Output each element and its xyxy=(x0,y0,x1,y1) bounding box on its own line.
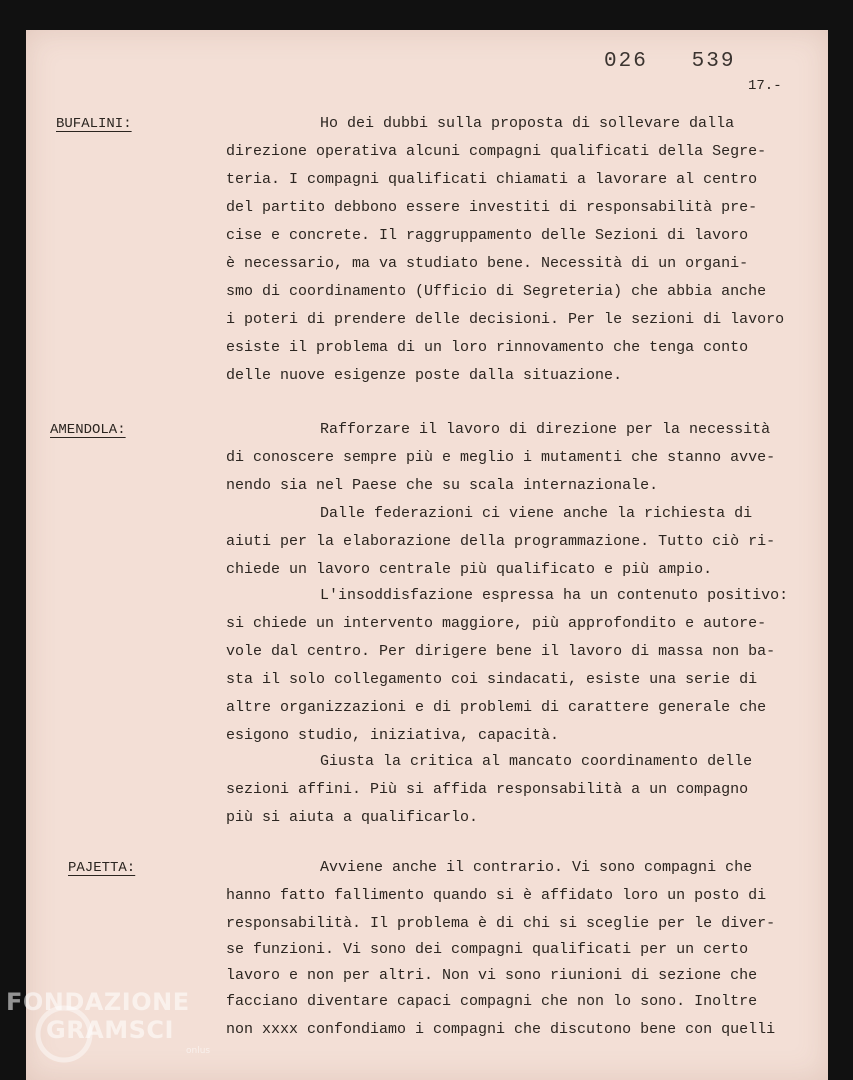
text-line: facciano diventare capaci compagni che non lo sono. Inoltre xyxy=(226,993,758,1010)
text-line: del partito debbono essere investiti di responsabilità pre- xyxy=(226,199,758,216)
text-line: Giusta la critica al mancato coordinamento delle xyxy=(320,753,753,770)
text-line: delle nuove esigenze poste dalla situazione. xyxy=(226,367,623,384)
watermark-title: FONDAZIONE xyxy=(6,988,190,1016)
text-line: non xxxx confondiamo i compagni che discutono bene con quelli xyxy=(226,1021,776,1038)
watermark-onlus: onlus xyxy=(186,1046,211,1056)
text-line: aiuti per la elaborazione della programmazione. Tutto ciò ri- xyxy=(226,533,776,550)
text-line: vole dal centro. Per dirigere bene il lavoro di massa non ba- xyxy=(226,643,776,660)
text-line: Avviene anche il contrario. Vi sono compagni che xyxy=(320,859,753,876)
speaker-amendola: AMENDOLA: xyxy=(50,422,126,438)
archive-number: 026 539 xyxy=(604,50,736,73)
speaker-pajetta: PAJETTA: xyxy=(68,860,136,876)
text-line: è necessario, ma va studiato bene. Necessità di un organi- xyxy=(226,255,749,272)
text-line: teria. I compagni qualificati chiamati a lavorare al centro xyxy=(226,171,758,188)
text-line: L'insoddisfazione espressa ha un contenuto positivo: xyxy=(320,587,789,604)
text-line: hanno fatto fallimento quando si è affidato loro un posto di xyxy=(226,887,767,904)
text-line: Rafforzare il lavoro di direzione per la necessità xyxy=(320,421,771,438)
page-number: 17.- xyxy=(748,78,782,94)
text-line: di conoscere sempre più e meglio i mutamenti che stanno avve- xyxy=(226,449,776,466)
watermark-subtitle: GRAMSCI xyxy=(46,1016,174,1044)
speaker-bufalini: BUFALINI: xyxy=(56,116,132,132)
text-line: esiste il problema di un loro rinnovamento che tenga conto xyxy=(226,339,749,356)
text-line: altre organizzazioni e di problemi di carattere generale che xyxy=(226,699,767,716)
text-line: direzione operativa alcuni compagni qualificati della Segre- xyxy=(226,143,767,160)
text-line: esigono studio, iniziativa, capacità. xyxy=(226,727,560,744)
text-line: smo di coordinamento (Ufficio di Segreteria) che abbia anche xyxy=(226,283,767,300)
text-line: Dalle federazioni ci viene anche la richiesta di xyxy=(320,505,753,522)
text-line: nendo sia nel Paese che su scala internazionale. xyxy=(226,477,659,494)
text-line: cise e concrete. Il raggruppamento delle Sezioni di lavoro xyxy=(226,227,749,244)
text-line: i poteri di prendere delle decisioni. Per le sezioni di lavoro xyxy=(226,311,785,328)
text-line: lavoro e non per altri. Non vi sono riunioni di sezione che xyxy=(226,967,758,984)
text-line: responsabilità. Il problema è di chi si sceglie per le diver- xyxy=(226,915,776,932)
typewritten-page xyxy=(26,30,828,1080)
text-line: se funzioni. Vi sono dei compagni qualificati per un certo xyxy=(226,941,749,958)
text-line: sta il solo collegamento coi sindacati, esiste una serie di xyxy=(226,671,758,688)
text-line: Ho dei dubbi sulla proposta di sollevare dalla xyxy=(320,115,735,132)
text-line: si chiede un intervento maggiore, più approfondito e autore- xyxy=(226,615,767,632)
text-line: chiede un lavoro centrale più qualificato e più ampio. xyxy=(226,561,713,578)
fondazione-gramsci-watermark xyxy=(6,988,216,1068)
text-line: più si aiuta a qualificarlo. xyxy=(226,809,479,826)
text-line: sezioni affini. Più si affida responsabilità a un compagno xyxy=(226,781,749,798)
